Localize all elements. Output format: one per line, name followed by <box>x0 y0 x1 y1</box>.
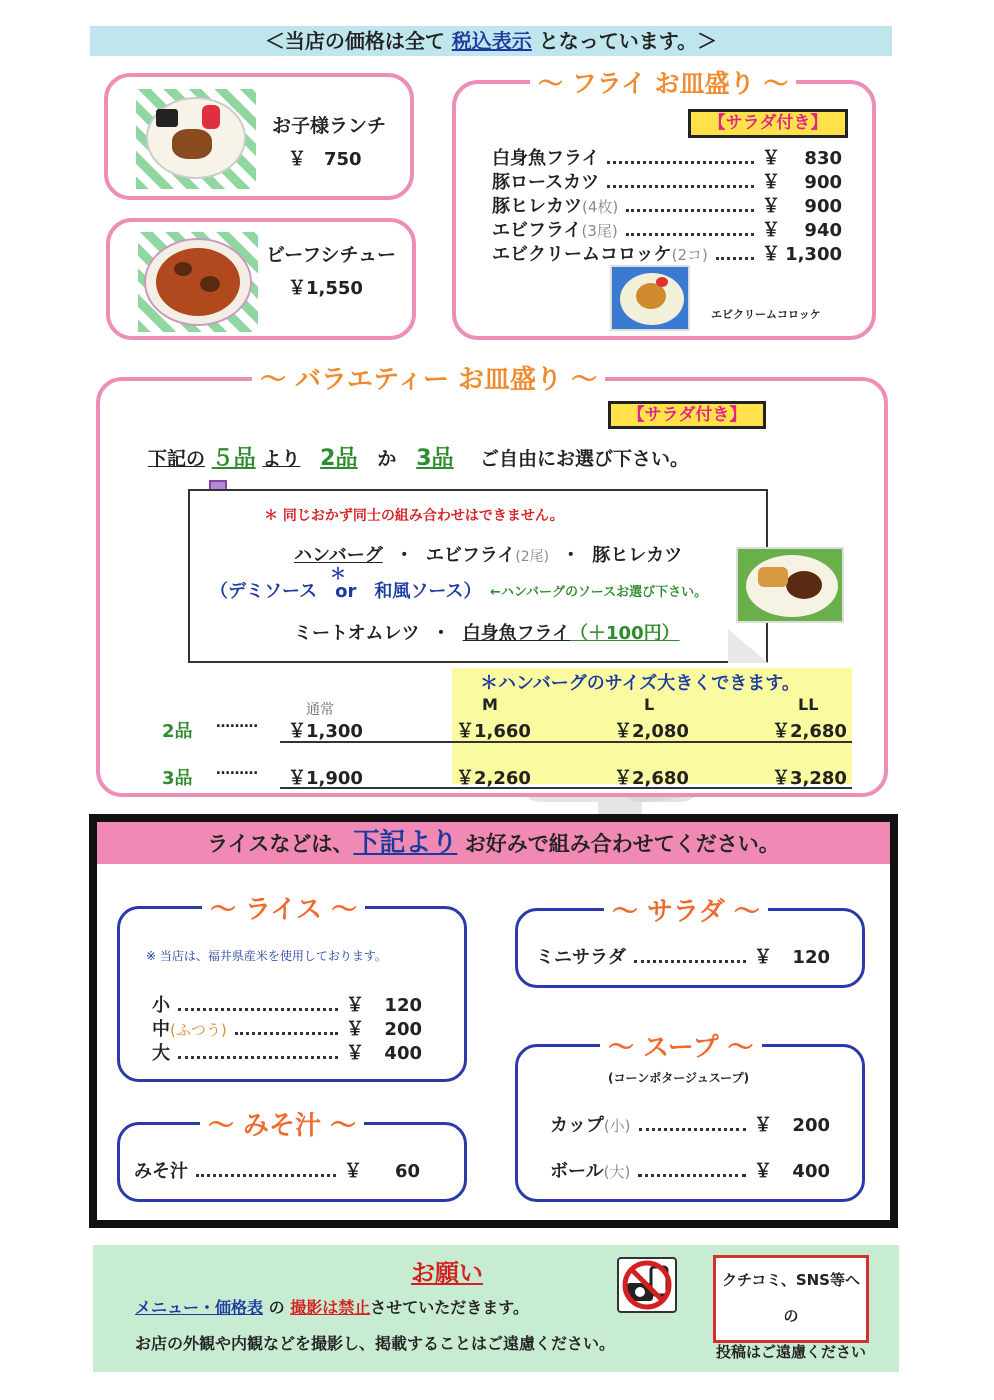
variety-options-box <box>188 489 768 663</box>
fry-item-price: 830 <box>804 148 842 169</box>
beef-stew-price: ￥1,550 <box>288 278 363 299</box>
miso-title: ～ みそ汁 ～ <box>200 1105 364 1142</box>
variety-salad-badge: 【サラダ付き】 <box>608 401 766 429</box>
price-row-label: 2品 <box>162 721 193 742</box>
soup-item: カップ (小) ￥ 200 <box>550 1115 830 1136</box>
fry-salad-badge: 【サラダ付き】 <box>688 109 848 138</box>
sauce-asterisk: ＊ <box>330 564 347 583</box>
miso-item: みそ汁 ￥ 60 <box>134 1161 420 1182</box>
rice-item: 大 ￥ 400 <box>152 1043 422 1064</box>
salad-item: ミニサラダ ￥ 120 <box>536 947 830 968</box>
fry-item: 豚ヒレカツ (4枚) ￥ 900 <box>492 192 842 216</box>
notice-section <box>93 1245 899 1372</box>
variety-plate-section <box>96 365 888 797</box>
col-m: M <box>482 695 498 714</box>
soup-card <box>515 1033 865 1202</box>
kids-lunch-price: ￥ 750 <box>288 149 362 170</box>
fry-item: 豚ロースカツ ￥ 900 <box>492 168 842 192</box>
fry-item-name: 白身魚フライ <box>492 148 600 169</box>
variety-choose-line: 下記の ５品 より 2品 か 3品 ご自由にお選び下さい。 <box>148 446 689 471</box>
variety-options-line1: ハンバーグ ・ エビフライ(2尾) ・ 豚ヒレカツ <box>294 545 683 566</box>
fry-item-name: 豚ヒレカツ <box>492 196 582 217</box>
rice-title: ～ ライス ～ <box>202 889 365 926</box>
size-upgrade-note: ＊ハンバーグのサイズ大きくできます。 <box>480 673 800 694</box>
side-dishes-section <box>89 814 898 1228</box>
col-l: L <box>644 695 655 714</box>
notice-line1: メニュー・価格表 の 撮影は禁止させていただきます。 <box>135 1298 529 1317</box>
rice-card <box>117 895 467 1082</box>
fry-item: エビフライ (3尾) ￥ 940 <box>492 216 842 240</box>
sns-notice-box <box>713 1255 869 1361</box>
hamburg-photo <box>736 547 844 623</box>
fry-item-name: 豚ロースカツ <box>492 172 600 193</box>
price-row-label: 3品 <box>162 768 193 789</box>
col-ll: LL <box>798 695 819 714</box>
fry-item-price: 900 <box>804 196 842 217</box>
kids-lunch-name: お子様ランチ <box>272 115 387 137</box>
beef-stew-name: ビーフシチュー <box>266 244 396 266</box>
rice-note: ※ 当店は、福井県産米を使用しております。 <box>146 949 387 963</box>
fry-item-name: エビフライ <box>492 220 582 241</box>
variety-plate-title: ～ バラエティー お皿盛り ～ <box>252 359 605 396</box>
tax-label: 税込表示 <box>451 29 532 53</box>
miso-soup-card <box>117 1111 467 1202</box>
rice-item: 小 ￥ 120 <box>152 995 422 1016</box>
fry-item: エビクリームコロッケ (2コ) ￥ 1,300 <box>492 240 842 264</box>
salad-title: ～ サラダ ～ <box>604 891 768 928</box>
price-row: 2品 ……… ￥1,300 ￥1,660 ￥2,080 ￥2,680 <box>162 715 847 742</box>
fry-plate-title: ～ フライ お皿盛り ～ <box>530 64 796 100</box>
variety-options-line3: ミートオムレツ ・ 白身魚フライ（＋100円） <box>294 623 680 644</box>
fry-item: 白身魚フライ ￥ 830 <box>492 144 842 168</box>
kids-lunch-photo <box>136 89 256 189</box>
notice-title: お願い <box>411 1259 483 1287</box>
variety-warning: ＊ 同じおかず同士の組み合わせはできません。 <box>264 508 564 524</box>
fry-item-name: エビクリームコロッケ <box>492 244 672 265</box>
salad-card <box>515 897 865 988</box>
fry-item-price: 900 <box>804 172 842 193</box>
beef-stew-photo <box>138 232 258 332</box>
beef-stew-card <box>106 218 416 340</box>
col-normal: 通常 <box>306 702 334 718</box>
soup-item: ボール (大) ￥ 400 <box>550 1161 830 1182</box>
fry-item-price: 1,300 <box>785 244 842 265</box>
sauce-options: （デミソース or 和風ソース） <box>210 581 482 602</box>
croquette-caption: エビクリームコロッケ <box>711 308 821 321</box>
sauce-note: ←ハンバーグのソースお選び下さい。 <box>490 585 708 600</box>
tax-notice-pre: ＜当店の価格は全て <box>264 29 445 53</box>
tax-notice-post: となっています。＞ <box>538 29 718 53</box>
kids-lunch-card <box>104 73 414 200</box>
fry-plate-section <box>452 69 876 340</box>
soup-title: ～ スープ ～ <box>600 1027 762 1064</box>
rice-menu-list <box>152 991 422 1063</box>
fry-item-price: 940 <box>804 220 842 241</box>
soup-menu-list <box>550 1111 830 1183</box>
sns-notice-line1: クチコミ、SNS等への <box>722 1271 860 1325</box>
fry-menu-list <box>492 144 842 264</box>
no-photo-icon <box>617 1257 677 1313</box>
combo-banner: ライスなどは、下記より お好みで組み合わせてください。 <box>97 822 890 864</box>
rice-item: 中 (ふつう) ￥ 200 <box>152 1019 422 1040</box>
notice-line2: お店の外観や内観などを撮影し、掲載することはご遠慮ください。 <box>135 1334 616 1353</box>
soup-subtitle: (コーンポタージュスープ) <box>608 1071 750 1085</box>
croquette-photo <box>610 265 690 331</box>
sns-notice-line2: 投稿はご遠慮ください <box>716 1343 867 1361</box>
price-row: 3品 ……… ￥1,900 ￥2,260 ￥2,680 ￥3,280 <box>162 762 847 789</box>
tax-notice-banner <box>90 26 892 56</box>
